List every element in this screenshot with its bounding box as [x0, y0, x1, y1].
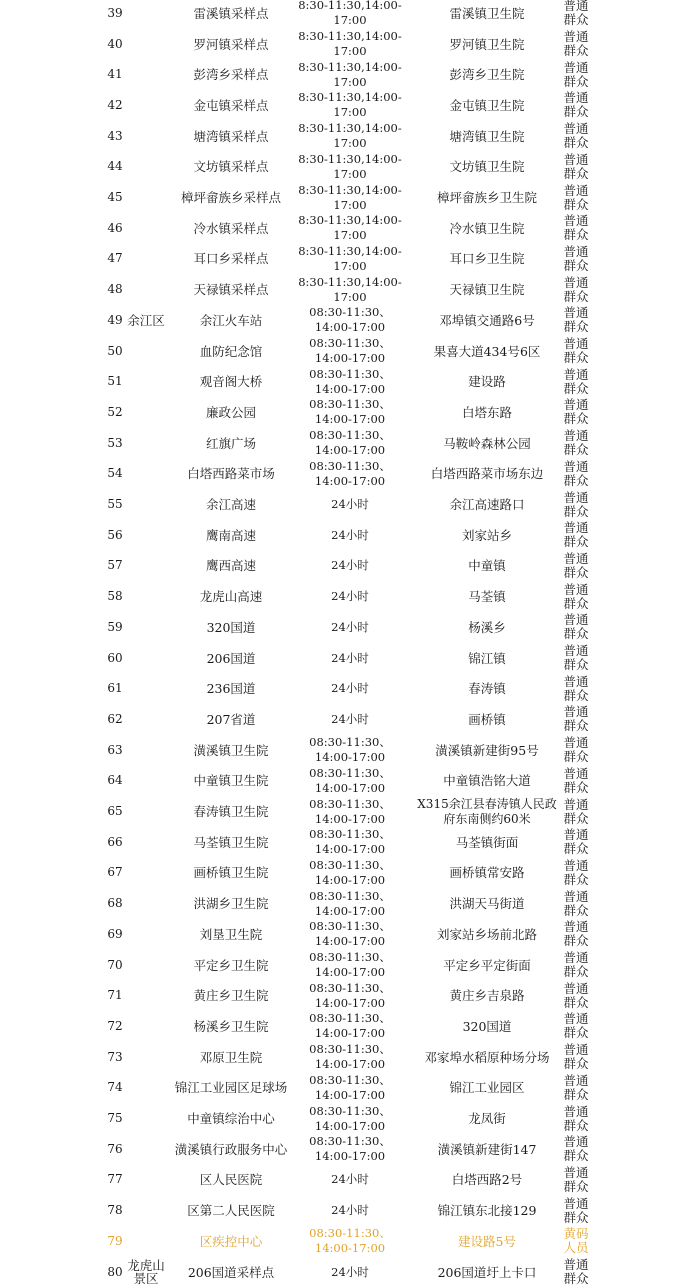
row-number: 67	[107, 865, 123, 880]
site-name-cell: 雷溪镇采样点	[193, 5, 269, 21]
address-cell: 锦江镇	[468, 650, 506, 666]
service-time-cell: 8:30-11:30,14:00-17:00	[298, 274, 402, 304]
service-time-cell: 08:30-11:30、14:00-17:00	[309, 1072, 391, 1102]
address-cell: 罗河镇卫生院	[449, 36, 525, 52]
service-time-cell: 24小时	[331, 589, 369, 604]
table-row	[0, 612, 700, 643]
row-number: 78	[107, 1203, 123, 1218]
service-time-cell: 24小时	[331, 681, 369, 696]
service-time-cell: 24小时	[331, 650, 369, 665]
row-number: 73	[107, 1049, 123, 1064]
row-number: 80	[107, 1264, 123, 1279]
table-row	[0, 950, 700, 981]
service-time-cell: 08:30-11:30、14:00-17:00	[309, 458, 391, 488]
service-time-cell: 08:30-11:30、14:00-17:00	[309, 1042, 391, 1072]
service-time-cell: 08:30-11:30、14:00-17:00	[309, 950, 391, 980]
row-number: 45	[107, 190, 123, 205]
table-row	[0, 152, 700, 183]
target-group-cell: 普通群众	[563, 274, 589, 304]
address-cell: 建设路5号	[458, 1233, 516, 1249]
site-name-cell: 春涛镇卫生院	[193, 804, 269, 820]
row-number: 57	[107, 558, 123, 573]
service-time-cell: 8:30-11:30,14:00-17:00	[298, 59, 402, 89]
table-row	[0, 1195, 700, 1226]
table-row	[0, 121, 700, 152]
row-number: 65	[107, 804, 123, 819]
target-group-cell: 普通群众	[563, 1103, 589, 1133]
address-cell: 樟坪畲族乡卫生院	[436, 190, 537, 206]
address-cell: 果喜大道434号6区	[433, 343, 541, 359]
address-cell: 潢溪镇新建街147	[437, 1141, 537, 1157]
address-cell: 刘家站乡场前北路	[436, 926, 537, 942]
table-row	[0, 366, 700, 397]
site-name-cell: 白塔西路菜市场	[187, 466, 275, 482]
table-row	[0, 766, 700, 797]
table-row	[0, 1226, 700, 1257]
target-group-cell: 普通群众	[563, 581, 589, 611]
site-name-cell: 区第二人民医院	[187, 1203, 275, 1219]
site-name-cell: 耳口乡采样点	[193, 251, 269, 267]
target-group-cell: 普通群众	[563, 1011, 589, 1041]
table-row	[0, 182, 700, 213]
site-name-cell: 余江高速	[205, 497, 256, 513]
district-cell: 余江区	[127, 312, 165, 328]
target-group-cell: 普通群众	[563, 796, 589, 826]
row-number: 71	[107, 988, 123, 1003]
table-row	[0, 673, 700, 704]
address-cell: 洪湖天马街道	[449, 896, 525, 912]
table-row	[0, 735, 700, 766]
site-name-cell: 金屯镇采样点	[193, 97, 269, 113]
target-group-cell: 普通群众	[563, 827, 589, 857]
table-row	[0, 305, 700, 336]
site-name-cell: 画桥镇卫生院	[193, 865, 269, 881]
site-name-cell: 潢溪镇行政服务中心	[174, 1141, 288, 1157]
row-number: 61	[107, 681, 123, 696]
table-row	[0, 858, 700, 889]
row-number: 50	[107, 343, 123, 358]
row-number: 74	[107, 1080, 123, 1095]
table-row	[0, 1103, 700, 1134]
service-time-cell: 08:30-11:30、14:00-17:00	[309, 980, 391, 1010]
row-number: 51	[107, 374, 123, 389]
address-cell: 冷水镇卫生院	[449, 220, 525, 236]
table-row	[0, 489, 700, 520]
table-row	[0, 704, 700, 735]
row-number: 62	[107, 711, 123, 726]
site-name-cell: 207省道	[206, 711, 256, 727]
site-name-cell: 文坊镇采样点	[193, 159, 269, 175]
address-cell: 彭湾乡卫生院	[449, 67, 525, 83]
service-time-cell: 08:30-11:30、14:00-17:00	[309, 919, 391, 949]
address-cell: 雷溪镇卫生院	[449, 5, 525, 21]
site-name-cell: 冷水镇采样点	[193, 220, 269, 236]
table-row	[0, 1257, 700, 1287]
service-time-cell: 8:30-11:30,14:00-17:00	[298, 0, 402, 28]
target-group-cell: 普通群众	[563, 305, 589, 335]
site-name-cell: 236国道	[206, 681, 256, 697]
target-group-cell: 普通群众	[563, 366, 589, 396]
service-time-cell: 24小时	[331, 1203, 369, 1218]
row-number: 72	[107, 1018, 123, 1033]
target-group-cell: 普通群众	[563, 520, 589, 550]
address-cell: 耳口乡卫生院	[449, 251, 525, 267]
address-cell: 黄庄乡吉泉路	[449, 988, 525, 1004]
service-time-cell: 24小时	[331, 1172, 369, 1187]
site-name-cell: 马荃镇卫生院	[193, 834, 269, 850]
row-number: 48	[107, 282, 123, 297]
table-row	[0, 29, 700, 60]
table-row	[0, 551, 700, 582]
address-cell: X315余江县春涛镇人民政府东南侧约60米	[417, 796, 557, 826]
address-cell: 刘家站乡	[461, 527, 512, 543]
address-cell: 文坊镇卫生院	[449, 159, 525, 175]
site-name-cell: 罗河镇采样点	[193, 36, 269, 52]
row-number: 68	[107, 896, 123, 911]
table-row	[0, 1073, 700, 1104]
service-time-cell: 08:30-11:30、14:00-17:00	[309, 305, 391, 335]
row-number: 55	[107, 497, 123, 512]
service-time-cell: 08:30-11:30、14:00-17:00	[309, 1134, 391, 1164]
site-name-cell: 邓原卫生院	[199, 1049, 263, 1065]
target-group-cell: 普通群众	[563, 1257, 589, 1287]
row-number: 75	[107, 1111, 123, 1126]
target-group-cell: 普通群众	[563, 919, 589, 949]
site-name-cell: 锦江工业园区足球场	[174, 1080, 288, 1096]
target-group-cell: 普通群众	[563, 857, 589, 887]
service-time-cell: 08:30-11:30、14:00-17:00	[309, 1103, 391, 1133]
site-name-cell: 龙虎山高速	[199, 589, 263, 605]
table-row	[0, 919, 700, 950]
table-row	[0, 90, 700, 121]
site-name-cell: 观音阁大桥	[199, 374, 263, 390]
site-name-cell: 彭湾乡采样点	[193, 67, 269, 83]
service-time-cell: 8:30-11:30,14:00-17:00	[298, 213, 402, 243]
target-group-cell: 普通群众	[563, 950, 589, 980]
service-time-cell: 8:30-11:30,14:00-17:00	[298, 243, 402, 273]
table-row	[0, 0, 700, 29]
site-name-cell: 塘湾镇采样点	[193, 128, 269, 144]
target-group-cell: 普通群众	[563, 29, 589, 59]
target-group-cell: 普通群众	[563, 735, 589, 765]
row-number: 76	[107, 1141, 123, 1156]
address-cell: 天禄镇卫生院	[449, 282, 525, 298]
row-number: 46	[107, 220, 123, 235]
address-cell: 白塔西路菜市场东边	[430, 466, 544, 482]
address-cell: 建设路	[468, 374, 506, 390]
district-cell: 龙虎山景区	[127, 1258, 165, 1287]
row-number: 39	[107, 5, 123, 20]
service-time-cell: 08:30-11:30、14:00-17:00	[309, 336, 391, 366]
target-group-cell: 普通群众	[563, 673, 589, 703]
site-name-cell: 鹰西高速	[205, 558, 256, 574]
address-cell: 马荃镇	[468, 589, 506, 605]
table-row	[0, 1165, 700, 1196]
service-time-cell: 8:30-11:30,14:00-17:00	[298, 151, 402, 181]
site-name-cell: 206国道	[206, 650, 256, 666]
table-row	[0, 581, 700, 612]
address-cell: 邓家埠水稻原种场分场	[424, 1049, 550, 1065]
service-time-cell: 08:30-11:30、14:00-17:00	[309, 735, 391, 765]
row-number: 42	[107, 97, 123, 112]
address-cell: 杨溪乡	[468, 619, 506, 635]
address-cell: 马荃镇街面	[455, 834, 519, 850]
address-cell: 锦江工业园区	[449, 1080, 525, 1096]
service-time-cell: 08:30-11:30、14:00-17:00	[309, 397, 391, 427]
address-cell: 潢溪镇新建街95号	[435, 742, 539, 758]
site-name-cell: 潢溪镇卫生院	[193, 742, 269, 758]
service-time-cell: 24小时	[331, 558, 369, 573]
service-time-cell: 08:30-11:30、14:00-17:00	[309, 1011, 391, 1041]
target-group-cell: 普通群众	[563, 243, 589, 273]
address-cell: 画桥镇常安路	[449, 865, 525, 881]
target-group-cell: 普通群众	[563, 213, 589, 243]
row-number: 66	[107, 834, 123, 849]
service-time-cell: 08:30-11:30、14:00-17:00	[309, 888, 391, 918]
site-name-cell: 刘垦卫生院	[199, 926, 263, 942]
table-row	[0, 827, 700, 858]
site-name-cell: 区人民医院	[199, 1172, 263, 1188]
site-name-cell: 平定乡卫生院	[193, 957, 269, 973]
site-name-cell: 天禄镇采样点	[193, 282, 269, 298]
target-group-cell: 普通群众	[563, 428, 589, 458]
service-time-cell: 24小时	[331, 711, 369, 726]
table-row	[0, 397, 700, 428]
row-number: 47	[107, 251, 123, 266]
address-cell: 余江高速路口	[449, 497, 525, 513]
address-cell: 平定乡平定街面	[443, 957, 531, 973]
service-time-cell: 24小时	[331, 619, 369, 634]
address-cell: 320国道	[462, 1018, 512, 1034]
row-number: 40	[107, 36, 123, 51]
target-group-cell: 普通群众	[563, 121, 589, 151]
table-row	[0, 796, 700, 827]
service-time-cell: 08:30-11:30、14:00-17:00	[309, 765, 391, 795]
table-row	[0, 274, 700, 305]
target-group-cell: 普通群众	[563, 458, 589, 488]
table-row	[0, 336, 700, 367]
service-time-cell: 08:30-11:30、14:00-17:00	[309, 1226, 391, 1256]
row-number: 79	[107, 1233, 123, 1248]
table-row	[0, 459, 700, 490]
table-row	[0, 1042, 700, 1073]
address-cell: 春涛镇	[468, 681, 506, 697]
address-cell: 邓埠镇交通路6号	[439, 312, 535, 328]
target-group-cell: 普通群众	[563, 397, 589, 427]
target-group-cell: 普通群众	[563, 1164, 589, 1194]
service-time-cell: 08:30-11:30、14:00-17:00	[309, 366, 391, 396]
site-name-cell: 206国道采样点	[187, 1264, 275, 1280]
site-name-cell: 红旗广场	[205, 435, 256, 451]
service-time-cell: 08:30-11:30、14:00-17:00	[309, 796, 391, 826]
address-cell: 白塔东路	[461, 404, 512, 420]
address-cell: 锦江镇东北接129	[437, 1203, 537, 1219]
row-number: 63	[107, 742, 123, 757]
table-row	[0, 244, 700, 275]
address-cell: 中童镇	[468, 558, 506, 574]
site-name-cell: 中童镇综治中心	[187, 1111, 275, 1127]
table-row	[0, 520, 700, 551]
service-time-cell: 24小时	[331, 1264, 369, 1279]
target-group-cell: 普通群众	[563, 612, 589, 642]
site-name-cell: 320国道	[206, 619, 256, 635]
target-group-cell: 普通群众	[563, 1195, 589, 1225]
row-number: 56	[107, 527, 123, 542]
service-time-cell: 08:30-11:30、14:00-17:00	[309, 857, 391, 887]
target-group-cell: 普通群众	[563, 59, 589, 89]
row-number: 52	[107, 404, 123, 419]
target-group-cell: 普通群众	[563, 90, 589, 120]
target-group-cell: 普通群众	[563, 151, 589, 181]
target-group-cell: 普通群众	[563, 336, 589, 366]
row-number: 64	[107, 773, 123, 788]
site-name-cell: 血防纪念馆	[199, 343, 263, 359]
target-group-cell: 普通群众	[563, 888, 589, 918]
target-group-cell: 黄码人员	[563, 1226, 589, 1256]
address-cell: 金屯镇卫生院	[449, 97, 525, 113]
target-group-cell: 普通群众	[563, 0, 589, 28]
address-cell: 画桥镇	[468, 711, 506, 727]
site-name-cell: 洪湖乡卫生院	[193, 896, 269, 912]
target-group-cell: 普通群众	[563, 643, 589, 673]
address-cell: 中童镇浩铭大道	[443, 773, 531, 789]
target-group-cell: 普通群众	[563, 765, 589, 795]
site-name-cell: 樟坪畲族乡采样点	[180, 190, 281, 206]
row-number: 49	[107, 312, 123, 327]
row-number: 44	[107, 159, 123, 174]
service-time-cell: 24小时	[331, 497, 369, 512]
service-time-cell: 08:30-11:30、14:00-17:00	[309, 428, 391, 458]
address-cell: 塘湾镇卫生院	[449, 128, 525, 144]
site-name-cell: 黄庄乡卫生院	[193, 988, 269, 1004]
address-cell: 206国道圩上卡口	[437, 1264, 537, 1280]
row-number: 69	[107, 926, 123, 941]
target-group-cell: 普通群众	[563, 704, 589, 734]
service-time-cell: 8:30-11:30,14:00-17:00	[298, 121, 402, 151]
table-row	[0, 213, 700, 244]
site-name-cell: 中童镇卫生院	[193, 773, 269, 789]
table-row	[0, 59, 700, 90]
target-group-cell: 普通群众	[563, 550, 589, 580]
table-row	[0, 428, 700, 459]
target-group-cell: 普通群众	[563, 1134, 589, 1164]
table-row	[0, 888, 700, 919]
table-row	[0, 643, 700, 674]
service-time-cell: 8:30-11:30,14:00-17:00	[298, 182, 402, 212]
row-number: 41	[107, 67, 123, 82]
site-name-cell: 鹰南高速	[205, 527, 256, 543]
row-number: 58	[107, 589, 123, 604]
table-row	[0, 1134, 700, 1165]
row-number: 70	[107, 957, 123, 972]
site-name-cell: 杨溪乡卫生院	[193, 1018, 269, 1034]
site-name-cell: 余江火车站	[199, 312, 263, 328]
address-cell: 白塔西路2号	[451, 1172, 523, 1188]
table-row	[0, 980, 700, 1011]
service-time-cell: 8:30-11:30,14:00-17:00	[298, 29, 402, 59]
target-group-cell: 普通群众	[563, 1072, 589, 1102]
service-time-cell: 08:30-11:30、14:00-17:00	[309, 827, 391, 857]
row-number: 59	[107, 619, 123, 634]
address-cell: 马鞍岭森林公园	[443, 435, 531, 451]
target-group-cell: 普通群众	[563, 182, 589, 212]
row-number: 77	[107, 1172, 123, 1187]
address-cell: 龙凤街	[468, 1111, 506, 1127]
target-group-cell: 普通群众	[563, 489, 589, 519]
table-row	[0, 1011, 700, 1042]
row-number: 54	[107, 466, 123, 481]
site-name-cell: 区疾控中心	[199, 1233, 263, 1249]
site-name-cell: 廉政公园	[205, 404, 256, 420]
row-number: 60	[107, 650, 123, 665]
service-time-cell: 24小时	[331, 527, 369, 542]
row-number: 53	[107, 435, 123, 450]
target-group-cell: 普通群众	[563, 1042, 589, 1072]
row-number: 43	[107, 128, 123, 143]
service-time-cell: 8:30-11:30,14:00-17:00	[298, 90, 402, 120]
target-group-cell: 普通群众	[563, 980, 589, 1010]
